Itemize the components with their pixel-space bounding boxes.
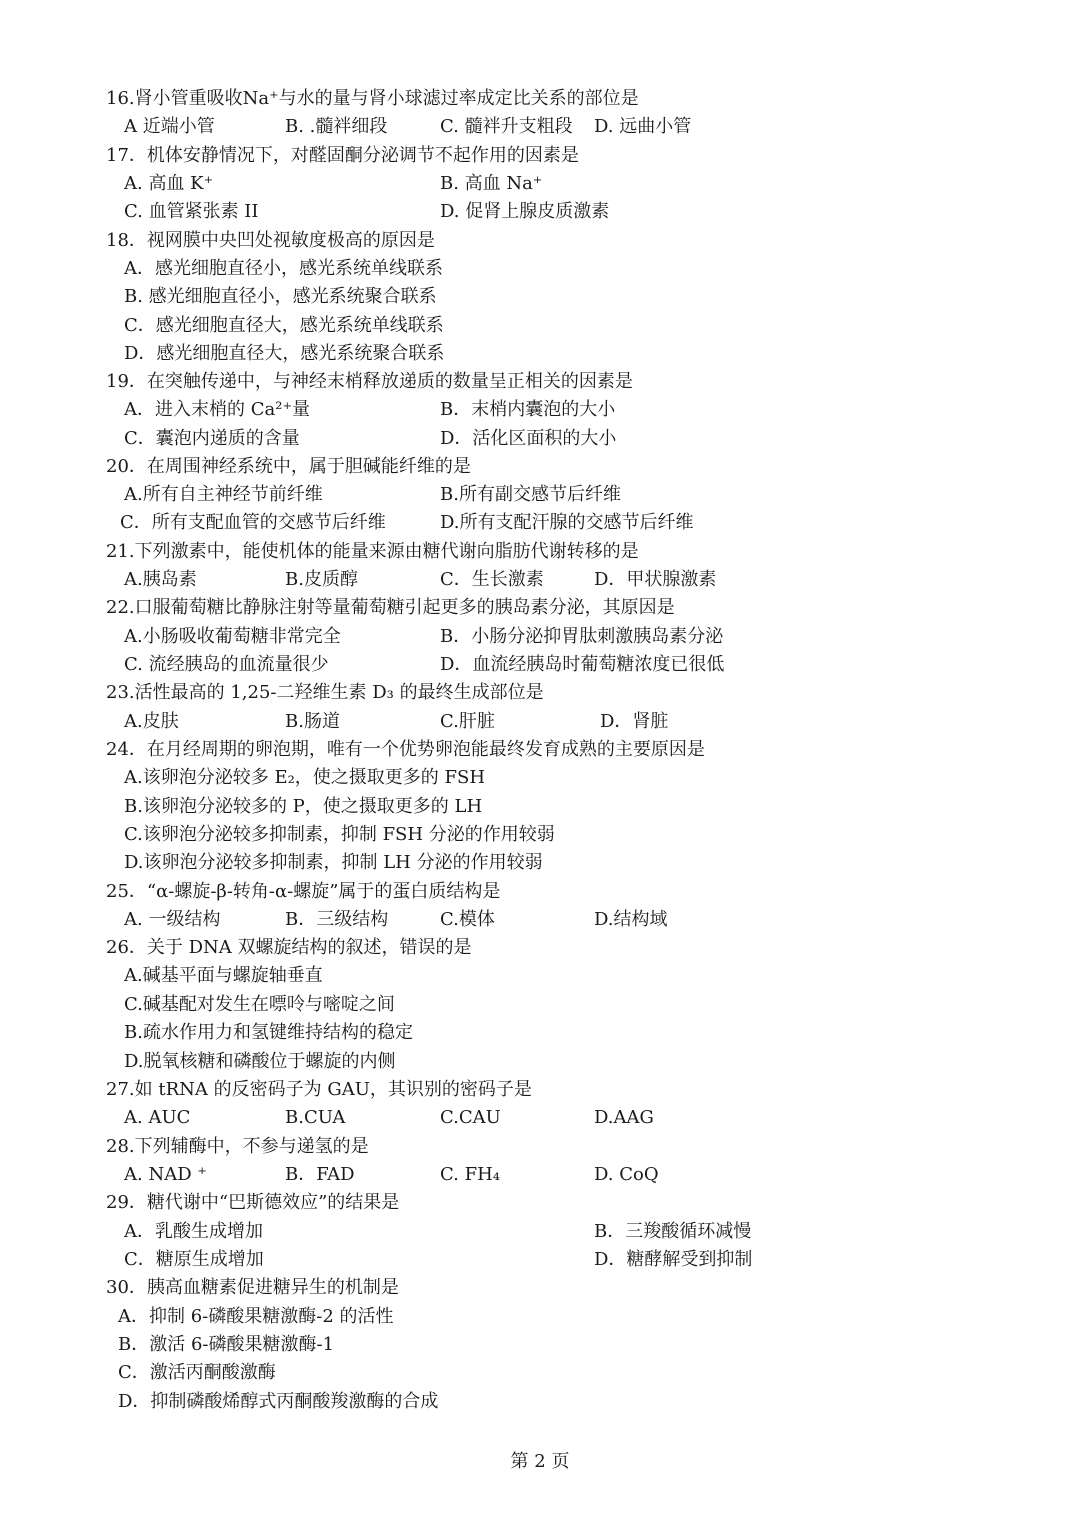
option-b: B．三级结构 (285, 909, 389, 930)
option-d: D．抑制磷酸烯醇式丙酮酸羧激酶的合成 (118, 1391, 439, 1412)
option-b: B.CUA (285, 1107, 346, 1128)
option-b: B．小肠分泌抑胃肽刺激胰岛素分泌 (440, 626, 724, 647)
question-19-options-row1 (0, 396, 1080, 424)
option-a: A. 一级结构 (124, 909, 221, 930)
option-d: D.该卵泡分泌较多抑制素，抑制 LH 分泌的作用较弱 (124, 852, 543, 873)
option-c: C．所有支配血管的交感节后纤维 (120, 512, 386, 533)
option-b: B. 高血 Na⁺ (440, 173, 543, 194)
option-c: C.CAU (440, 1107, 501, 1128)
option-a: A.小肠吸收葡萄糖非常完全 (124, 626, 341, 647)
question-27-stem: 27.如 tRNA 的反密码子为 GAU，其识别的密码子是 (106, 1079, 532, 1100)
option-b: B. 感光细胞直径小，感光系统聚合联系 (124, 286, 437, 307)
option-b: B．激活 6-磷酸果糖激酶-1 (118, 1334, 335, 1355)
option-c: C.碱基配对发生在嘌呤与嘧啶之间 (124, 994, 395, 1015)
question-20-options-row2 (0, 509, 1080, 537)
question-25-options (0, 906, 1080, 934)
option-a: A.胰岛素 (124, 569, 197, 590)
question-23-options (0, 708, 1080, 736)
option-c: C. 流经胰岛的血流量很少 (124, 654, 329, 675)
option-c: C．感光细胞直径大，感光系统单线联系 (124, 315, 444, 336)
option-a: A．感光细胞直径小，感光系统单线联系 (124, 258, 443, 279)
option-d: D. CoQ (594, 1164, 659, 1185)
option-c: C．糖原生成增加 (124, 1249, 264, 1270)
option-d: D．感光细胞直径大，感光系统聚合联系 (124, 343, 445, 364)
option-d: D.结构域 (594, 909, 668, 930)
question-29-stem: 29．糖代谢中“巴斯德效应”的结果是 (106, 1192, 400, 1213)
option-c: C.模体 (440, 909, 495, 930)
option-c: C．生长激素 (440, 569, 544, 590)
question-16-stem: 16.肾小管重吸收Na⁺与水的量与肾小球滤过率成定比关系的部位是 (106, 88, 639, 109)
option-b: B.疏水作用力和氢键维持结构的稳定 (124, 1022, 413, 1043)
question-23-stem: 23.活性最高的 1,25-二羟维生素 D₃ 的最终生成部位是 (106, 682, 544, 703)
question-20-stem: 20．在周围神经系统中，属于胆碱能纤维的是 (106, 456, 471, 477)
option-b: B.所有副交感节后纤维 (440, 484, 621, 505)
option-c: C. 髓袢升支粗段 (440, 116, 573, 137)
option-d: D. 促肾上腺皮质激素 (440, 201, 610, 222)
option-d: D．血流经胰岛时葡萄糖浓度已很低 (440, 654, 725, 675)
option-c: C. FH₄ (440, 1164, 500, 1185)
option-b: B．三羧酸循环减慢 (594, 1221, 752, 1242)
question-26-stem: 26．关于 DNA 双螺旋结构的叙述，错误的是 (106, 937, 472, 958)
question-22-options-row2 (0, 651, 1080, 679)
question-28-stem: 28.下列辅酶中，不参与递氢的是 (106, 1136, 369, 1157)
question-20-options-row1 (0, 481, 1080, 509)
option-a: A.碱基平面与螺旋轴垂直 (124, 965, 323, 986)
question-25-stem: 25．“α-螺旋-β-转角-α-螺旋”属于的蛋白质结构是 (106, 881, 501, 902)
option-b: B．FAD (285, 1164, 355, 1185)
question-21-stem: 21.下列激素中，能使机体的能量来源由糖代谢向脂肪代谢转移的是 (106, 541, 639, 562)
option-a: A．乳酸生成增加 (124, 1221, 263, 1242)
option-a: A.该卵泡分泌较多 E₂，使之摄取更多的 FSH (124, 767, 486, 788)
question-28-options (0, 1161, 1080, 1189)
option-d: D．肾脏 (600, 711, 669, 732)
question-19-stem: 19．在突触传递中，与神经末梢释放递质的数量呈正相关的因素是 (106, 371, 633, 392)
question-27-options (0, 1104, 1080, 1132)
option-a: A.所有自主神经节前纤维 (124, 484, 323, 505)
question-22-options-row1 (0, 623, 1080, 651)
option-d: D．糖酵解受到抑制 (594, 1249, 753, 1270)
option-d: D. 远曲小管 (594, 116, 692, 137)
option-d: D．活化区面积的大小 (440, 428, 617, 449)
option-d: D.AAG (594, 1107, 654, 1128)
option-a: A. AUC (124, 1107, 191, 1128)
question-22-stem: 22.口服葡萄糖比静脉注射等量葡萄糖引起更多的胰岛素分泌，其原因是 (106, 597, 675, 618)
question-17-stem: 17．机体安静情况下，对醛固酮分泌调节不起作用的因素是 (106, 145, 579, 166)
option-a: A．抑制 6-磷酸果糖激酶-2 的活性 (118, 1306, 394, 1327)
option-c: C．囊泡内递质的含量 (124, 428, 300, 449)
question-30-stem: 30．胰高血糖素促进糖异生的机制是 (106, 1277, 399, 1298)
option-b: B.皮质醇 (285, 569, 358, 590)
question-21-options (0, 566, 1080, 594)
option-a: A．进入末梢的 Ca²⁺量 (124, 399, 310, 420)
option-b: B. .髓袢细段 (285, 116, 388, 137)
option-b: B．末梢内囊泡的大小 (440, 399, 616, 420)
option-c: C. 血管紧张素 II (124, 201, 259, 222)
option-c: C.该卵泡分泌较多抑制素，抑制 FSH 分泌的作用较弱 (124, 824, 555, 845)
option-b: B.该卵泡分泌较多的 P，使之摄取更多的 LH (124, 796, 483, 817)
question-29-options-row1 (0, 1218, 1080, 1246)
question-19-options-row2 (0, 425, 1080, 453)
option-a: A 近端小管 (124, 116, 215, 137)
option-c: C.肝脏 (440, 711, 495, 732)
question-16-options (0, 113, 1080, 141)
question-17-options-row2 (0, 198, 1080, 226)
option-d: D.所有支配汗腺的交感节后纤维 (440, 512, 694, 533)
question-18-stem: 18．视网膜中央凹处视敏度极高的原因是 (106, 230, 435, 251)
option-a: A.皮肤 (124, 711, 179, 732)
option-a: A. NAD ⁺ (124, 1164, 207, 1185)
option-b: B.肠道 (285, 711, 340, 732)
question-29-options-row2 (0, 1246, 1080, 1274)
question-24-stem: 24．在月经周期的卵泡期，唯有一个优势卵泡能最终发育成熟的主要原因是 (106, 739, 705, 760)
page-number: 第 2 页 (510, 1451, 570, 1472)
option-d: D.脱氧核糖和磷酸位于螺旋的内侧 (124, 1051, 396, 1072)
option-a: A. 高血 K⁺ (124, 173, 214, 194)
question-17-options-row1 (0, 170, 1080, 198)
option-c: C．激活丙酮酸激酶 (118, 1362, 276, 1383)
option-d: D．甲状腺激素 (594, 569, 717, 590)
